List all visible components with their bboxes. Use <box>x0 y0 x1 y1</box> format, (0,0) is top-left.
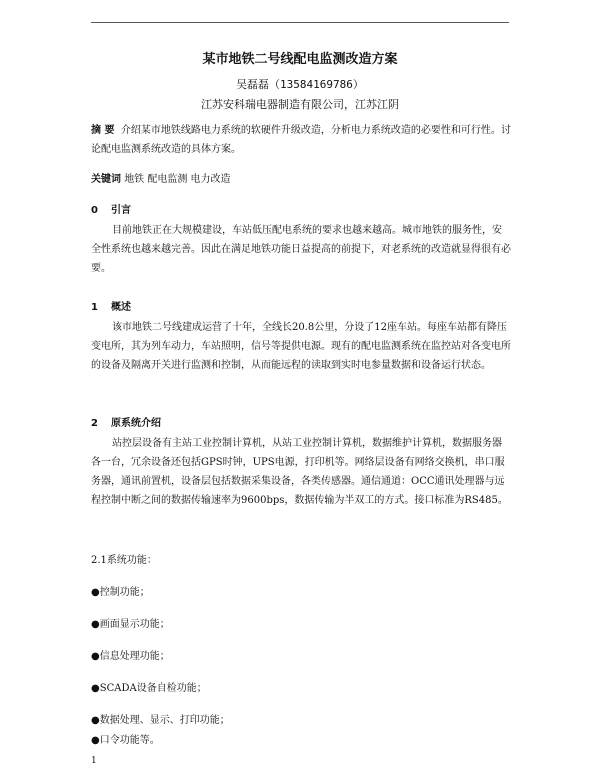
list-item: ●口令功能等。 <box>91 735 160 746</box>
section-number: 0 <box>91 205 98 216</box>
author-line: 吴磊磊（13584169786） <box>236 78 364 91</box>
affiliation-line: 江苏安科瑞电器制造有限公司，江苏江阴 <box>201 98 399 111</box>
section-title: 引言 <box>111 205 131 216</box>
list-item: ●控制功能； <box>91 587 150 598</box>
abstract-text: 介绍某市地铁线路电力系统的软硬件升级改造，分析电力系统改造的必要性和可行性。讨论配电监测系统改造的具体方案。 <box>91 125 511 155</box>
section-heading-2 <box>91 414 161 429</box>
keywords-text: 地铁 配电监测 电力改造 <box>124 174 231 185</box>
abstract-label: 摘 要 <box>91 125 115 136</box>
section-paragraph-0: 目前地铁正在大规模建设，车站低压配电系统的要求也越来越高。城市地铁的服务性，安全性系统也越来越完善。因此在满足地铁功能日益提高的前提下，对老系统的改造就显得很有必要。 <box>91 225 511 274</box>
paper-title: 某市地铁二号线配电监测改造方案 <box>202 52 398 67</box>
section-title: 概述 <box>111 302 131 313</box>
list-item: ●数据处理、显示、打印功能； <box>91 715 230 726</box>
abstract <box>91 121 511 159</box>
section-heading-1 <box>91 298 131 313</box>
page-number: 1 <box>91 756 97 766</box>
section-paragraph-2: 站控层设备有主站工业控制计算机，从站工业控制计算机，数据维护计算机，数据服务器各一台，冗余设备还包括GPS时钟，UPS电源，打印机等。网络层设备有网络交换机，串口服务器，通讯前置机，设备层包括数据采集设备，各类传感器。通信通道：OCC通讯处理器与远程控制中断之间的数据传输速率为9600bps，数据传输为半双工的方式。接口标准为RS485。 <box>91 438 508 506</box>
list-item: ●信息处理功能； <box>91 651 170 662</box>
section-paragraph-1: 该市地铁二号线建成运营了十年，全线长20.8公里，分设了12座车站。每座车站都有降压变电所，其为列车动力，车站照明，信号等提供电源。现有的配电监测系统在监控站对各变电所的设备及隔离开关进行监测和控制，从而能远程的读取到实时电参量数据和设备运行状态。 <box>91 322 511 371</box>
subsection-heading: 2.1系统功能： <box>91 555 157 566</box>
header-rule <box>91 22 509 23</box>
keywords <box>91 170 511 189</box>
section-number: 1 <box>91 302 98 313</box>
keywords-label: 关键词 <box>91 174 121 185</box>
section-heading-0 <box>91 201 131 216</box>
list-item: ●画面显示功能； <box>91 619 170 630</box>
list-item: ●SCADA设备自检功能； <box>91 683 207 694</box>
section-title: 原系统介绍 <box>111 418 161 429</box>
section-number: 2 <box>91 418 98 429</box>
